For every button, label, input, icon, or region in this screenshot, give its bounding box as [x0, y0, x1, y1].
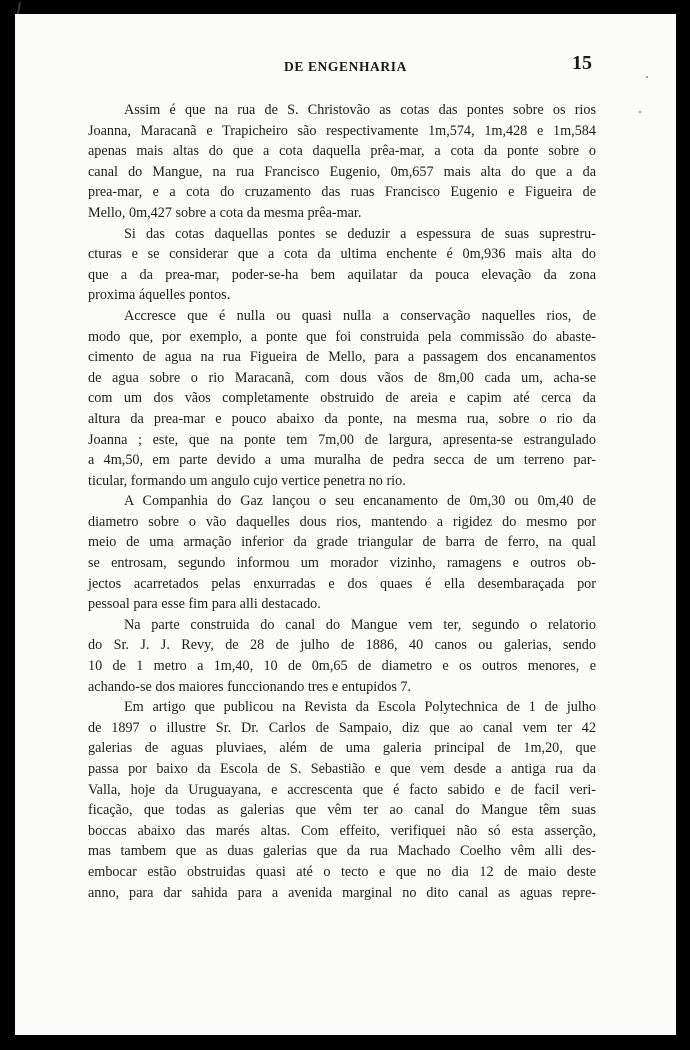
- text-line: cturas e se considerar que a cota da ultima enchente é 0m,936 mais alta do: [88, 246, 596, 263]
- text-line: se entrosam, segundo informou um morador vizinho, ramagens e outros ob-: [88, 555, 596, 572]
- text-line: galerias de aguas pluviaes, além de uma galeria principal de 1m,20, que: [88, 740, 596, 757]
- text-line: Joanna ; este, que na ponte tem 7m,00 de largura, apresenta-se estrangulado: [88, 431, 596, 448]
- paragraph-5: [88, 615, 596, 697]
- text-line: Si das cotas daquellas pontes se deduzir a espessura de suas suprestru-: [124, 225, 596, 242]
- text-line: Em artigo que publicou na Revista da Escola Polytechnica de 1 de julho: [124, 699, 596, 716]
- text-line: mas tambem que as duas galerias que da rua Machado Coelho vêm alli des-: [88, 843, 596, 860]
- text-line: jectos acarretados pelas enxurradas e dos quaes é ella desembaraçada por: [88, 575, 596, 592]
- text-line: passa por baixo da Escola de S. Sebastião e que vem desde a antiga rua da: [88, 761, 596, 777]
- text-line: 10 de 1 metro a 1m,40, 10 de 0m,65 de diametro e os outros menores, e: [88, 658, 596, 675]
- paragraph-4: [88, 491, 596, 615]
- text-line: Assim é que na rua de S. Christovão as cotas das pontes sobre os rios: [124, 102, 596, 118]
- text-line: cimento de agua na rua Figueira de Mello, para a passagem dos encanamentos: [88, 349, 596, 366]
- text-line: pessoal para esse fim para alli destacado.: [88, 596, 321, 613]
- text-line: canal do Mangue, na rua Francisco Eugenio, 0m,657 mais alta do que a da: [88, 163, 596, 180]
- text-line: diametro sobre o vão daquelles dous rios, mantendo a rigidez do mesmo por: [88, 513, 596, 530]
- body-text: [88, 100, 596, 903]
- text-line: prea-mar, e a cota do cruzamento das ruas Francisco Eugenio e Figueira de: [88, 184, 596, 201]
- text-line: com um dos vãos completamente obstruido de areia e capim até cerca da: [88, 390, 596, 407]
- text-line: proxima áquelles pontos.: [88, 287, 231, 304]
- text-line: a 4m,50, em parte devido a uma muralha de pedra secca de um terreno par-: [88, 452, 596, 469]
- text-line: boccas abaixo das marés altas. Com effeito, verifiquei não só esta asserção,: [88, 822, 596, 839]
- text-line: Valla, hoje da Uruguayana, e accrescenta que é facto sabido e de facil veri-: [88, 781, 596, 798]
- text-line: do Sr. J. J. Revy, de 28 de julho de 1886, 40 canos ou galerias, sendo: [88, 637, 596, 654]
- text-line: Na parte construida do canal do Mangue vem ter, segundo o relatorio: [124, 616, 596, 633]
- text-line: modo que, por exemplo, a ponte que foi construida pela commissão do abaste-: [88, 328, 596, 345]
- text-line: ficação, que todas as galerias que vêm ter ao canal do Mangue têm suas: [88, 802, 596, 819]
- text-line: A Companhia do Gaz lançou o seu encanamento de 0m,30 ou 0m,40 de: [124, 493, 596, 510]
- text-line: Joanna, Maracanã e Trapicheiro são respectivamente 1m,574, 1m,428 e 1m,584: [88, 122, 596, 139]
- speck-mark: [639, 111, 641, 113]
- book-page: [15, 14, 676, 1035]
- paragraph-1: [88, 100, 596, 224]
- text-line: Accresce que é nulla ou quasi nulla a conservação naquelles rios, de: [124, 307, 596, 324]
- text-line: anno, para dar sahida para a avenida marginal no dito canal as aguas repre-: [88, 884, 596, 901]
- text-line: meio de uma armação inferior da grade triangular de barra de ferro, na qual: [88, 534, 596, 551]
- text-line: de 1897 o illustre Sr. Dr. Carlos de Sampaio, diz que ao canal vem ter 42: [88, 719, 596, 736]
- text-line: embocar estão obstruidas quasi até o tecto e que no dia 12 de maio deste: [88, 863, 596, 880]
- speck-mark: [646, 76, 648, 78]
- text-line: ticular, formando um angulo cujo vertice penetra no rio.: [88, 472, 406, 489]
- text-line: altura da prea-mar e pouco abaixo da ponte, na mesma rua, sobre o rio da: [88, 410, 596, 427]
- text-line: apenas mais altas do que a cota daquella prêa-mar, a cota da ponte sobre o: [88, 143, 596, 160]
- page-header: [15, 52, 676, 82]
- paragraph-3: [88, 306, 596, 491]
- running-title: DE ENGENHARIA: [284, 59, 407, 74]
- text-line: que a da prea-mar, poder-se-ha bem aquilatar da pouca elevação da zona: [88, 266, 596, 283]
- paragraph-2: [88, 224, 596, 306]
- text-line: Mello, 0m,427 sobre a cota da mesma prêa-mar.: [88, 204, 362, 221]
- text-line: de agua sobre o rio Maracanã, com dous vãos de 8m,00 cada um, acha-se: [88, 369, 596, 386]
- page-number: 15: [572, 52, 592, 74]
- paragraph-6: [88, 697, 596, 903]
- text-line: achando-se dos maiores funccionando tres e entupidos 7.: [88, 678, 412, 695]
